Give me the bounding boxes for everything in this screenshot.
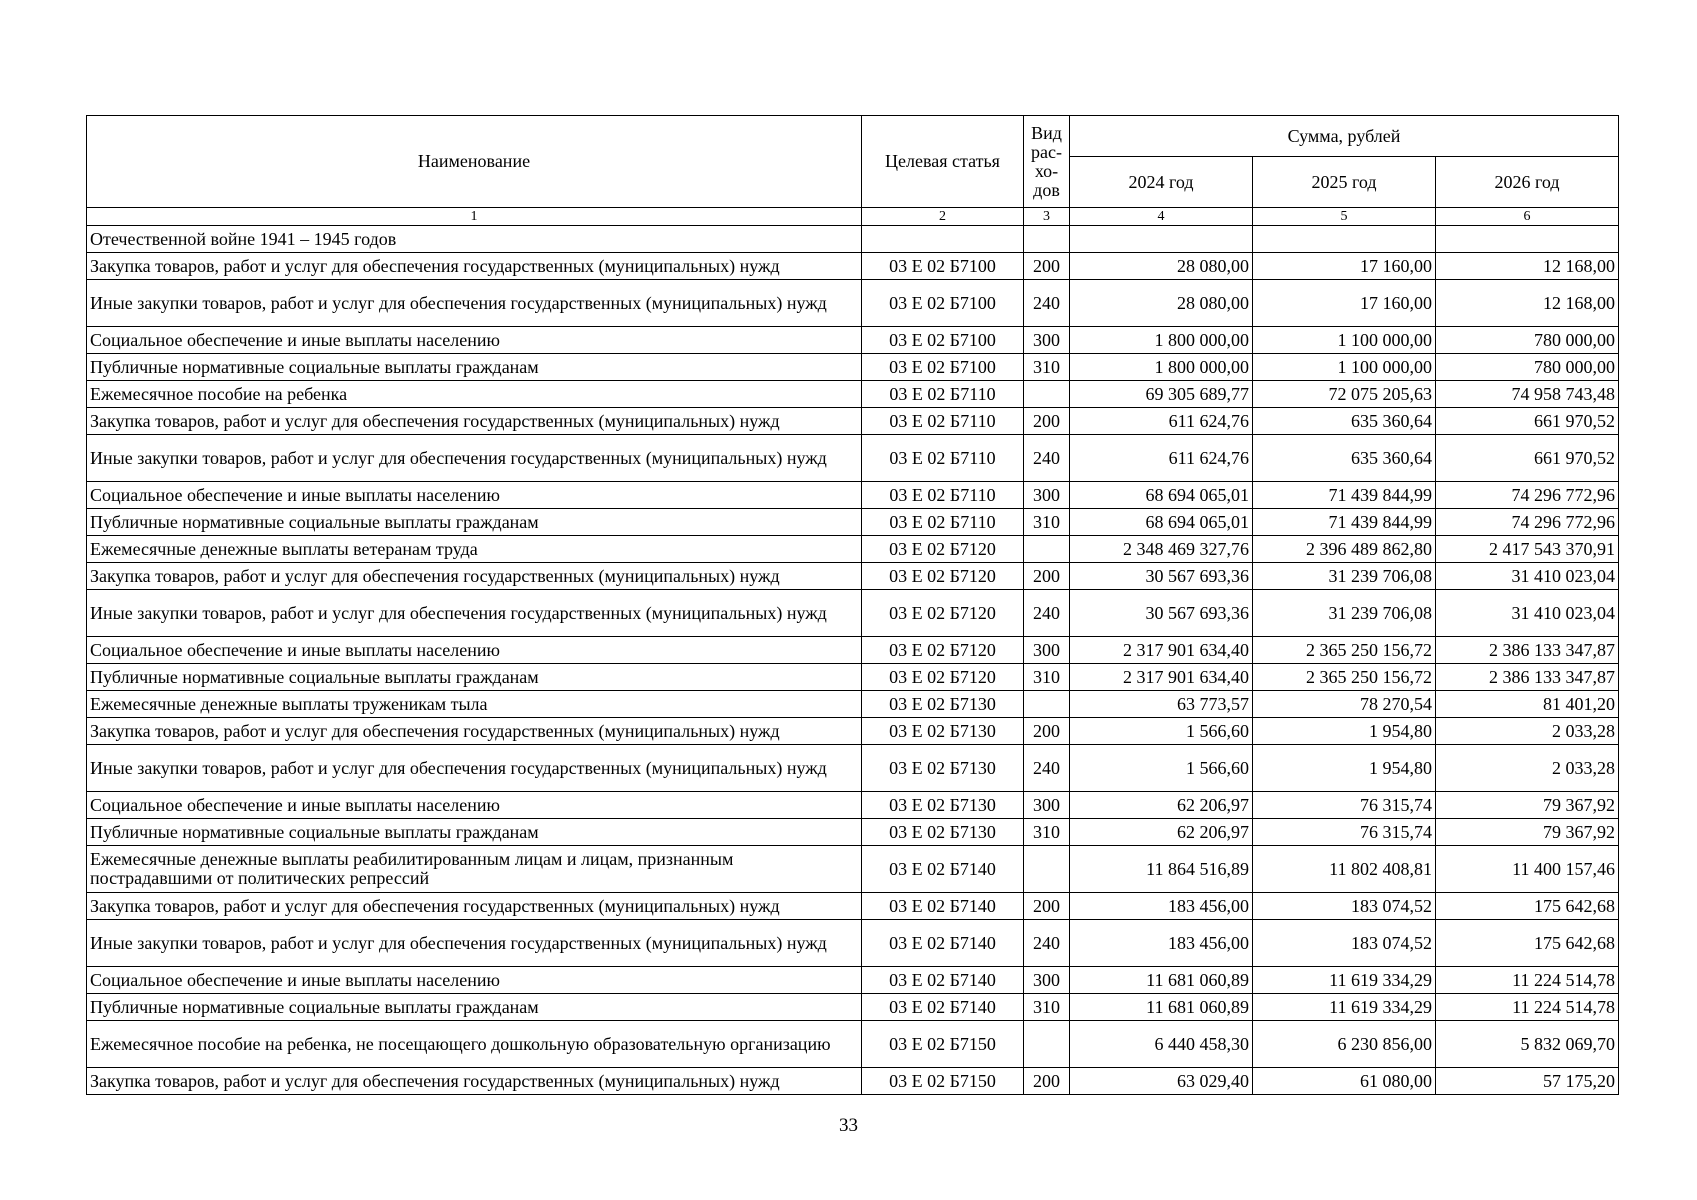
row-amount-2025-cell: 1 954,80 <box>1253 745 1436 792</box>
row-amount-2025-cell: 78 270,54 <box>1253 691 1436 718</box>
row-target-article-cell: 03 Е 02 Б7140 <box>862 994 1024 1021</box>
row-amount-2024-cell: 2 348 469 327,76 <box>1070 536 1253 563</box>
row-amount-2024-cell: 6 440 458,30 <box>1070 1021 1253 1068</box>
table-row <box>87 893 1619 920</box>
row-amount-2026-cell: 12 168,00 <box>1436 280 1619 327</box>
row-amount-2024-cell: 183 456,00 <box>1070 893 1253 920</box>
row-amount-2024-cell: 611 624,76 <box>1070 408 1253 435</box>
table-row <box>87 691 1619 718</box>
row-target-article-cell: 03 Е 02 Б7140 <box>862 920 1024 967</box>
row-target-article-cell: 03 Е 02 Б7100 <box>862 280 1024 327</box>
page-number: 33 <box>839 1115 858 1136</box>
row-target-article-cell: 03 Е 02 Б7100 <box>862 253 1024 280</box>
row-name-cell: Ежемесячное пособие на ребенка, не посещающего дошкольную образовательную организацию <box>87 1021 862 1068</box>
row-name-cell: Закупка товаров, работ и услуг для обеспечения государственных (муниципальных) нужд <box>87 253 862 280</box>
row-expense-type-cell: 200 <box>1024 893 1070 920</box>
row-amount-2024-cell: 63 773,57 <box>1070 691 1253 718</box>
row-name-cell: Закупка товаров, работ и услуг для обеспечения государственных (муниципальных) нужд <box>87 408 862 435</box>
column-number: 5 <box>1253 208 1436 226</box>
table-header <box>87 116 1619 226</box>
table-row <box>87 509 1619 536</box>
row-amount-2024-cell: 30 567 693,36 <box>1070 590 1253 637</box>
row-amount-2026-cell: 31 410 023,04 <box>1436 590 1619 637</box>
table-row <box>87 664 1619 691</box>
row-expense-type-cell <box>1024 536 1070 563</box>
row-name-cell: Социальное обеспечение и иные выплаты населению <box>87 327 862 354</box>
row-amount-2026-cell: 661 970,52 <box>1436 435 1619 482</box>
row-expense-type-cell <box>1024 381 1070 408</box>
column-number: 1 <box>87 208 862 226</box>
row-amount-2024-cell: 28 080,00 <box>1070 253 1253 280</box>
row-amount-2025-cell: 61 080,00 <box>1253 1068 1436 1095</box>
row-amount-2025-cell: 76 315,74 <box>1253 792 1436 819</box>
row-amount-2026-cell: 175 642,68 <box>1436 893 1619 920</box>
row-expense-type-cell: 300 <box>1024 327 1070 354</box>
row-amount-2026-cell: 780 000,00 <box>1436 354 1619 381</box>
row-amount-2024-cell: 30 567 693,36 <box>1070 563 1253 590</box>
row-amount-2024-cell: 1 566,60 <box>1070 718 1253 745</box>
header-year-2026: 2026 год <box>1436 157 1619 208</box>
row-amount-2026-cell: 11 400 157,46 <box>1436 846 1619 893</box>
row-expense-type-cell: 200 <box>1024 718 1070 745</box>
row-amount-2026-cell: 780 000,00 <box>1436 327 1619 354</box>
table-row <box>87 745 1619 792</box>
row-amount-2026-cell <box>1436 226 1619 253</box>
row-target-article-cell: 03 Е 02 Б7110 <box>862 482 1024 509</box>
row-amount-2025-cell: 183 074,52 <box>1253 920 1436 967</box>
row-amount-2025-cell: 71 439 844,99 <box>1253 509 1436 536</box>
row-expense-type-cell: 200 <box>1024 253 1070 280</box>
row-amount-2024-cell: 11 681 060,89 <box>1070 994 1253 1021</box>
row-target-article-cell: 03 Е 02 Б7130 <box>862 792 1024 819</box>
row-name-cell: Отечественной войне 1941 – 1945 годов <box>87 226 862 253</box>
row-amount-2025-cell: 76 315,74 <box>1253 819 1436 846</box>
row-target-article-cell: 03 Е 02 Б7150 <box>862 1021 1024 1068</box>
row-expense-type-cell: 200 <box>1024 1068 1070 1095</box>
row-name-cell: Публичные нормативные социальные выплаты гражданам <box>87 509 862 536</box>
row-target-article-cell: 03 Е 02 Б7120 <box>862 590 1024 637</box>
row-name-cell: Публичные нормативные социальные выплаты гражданам <box>87 994 862 1021</box>
table-row <box>87 381 1619 408</box>
column-number: 3 <box>1024 208 1070 226</box>
row-amount-2026-cell: 74 296 772,96 <box>1436 509 1619 536</box>
row-amount-2025-cell <box>1253 226 1436 253</box>
row-amount-2024-cell: 1 566,60 <box>1070 745 1253 792</box>
row-expense-type-cell <box>1024 226 1070 253</box>
row-name-cell: Ежемесячные денежные выплаты реабилитированным лицам и лицам, признанным пострадавшими от политических репрессий <box>87 846 862 893</box>
row-amount-2024-cell: 68 694 065,01 <box>1070 509 1253 536</box>
row-amount-2025-cell: 11 619 334,29 <box>1253 994 1436 1021</box>
row-amount-2025-cell: 1 100 000,00 <box>1253 327 1436 354</box>
row-name-cell: Иные закупки товаров, работ и услуг для обеспечения государственных (муниципальных) нужд <box>87 435 862 482</box>
row-target-article-cell: 03 Е 02 Б7110 <box>862 509 1024 536</box>
row-target-article-cell: 03 Е 02 Б7100 <box>862 327 1024 354</box>
header-year-2024: 2024 год <box>1070 157 1253 208</box>
row-amount-2025-cell: 6 230 856,00 <box>1253 1021 1436 1068</box>
row-amount-2026-cell: 2 417 543 370,91 <box>1436 536 1619 563</box>
row-amount-2026-cell: 11 224 514,78 <box>1436 967 1619 994</box>
row-amount-2025-cell: 11 802 408,81 <box>1253 846 1436 893</box>
row-name-cell: Закупка товаров, работ и услуг для обеспечения государственных (муниципальных) нужд <box>87 718 862 745</box>
row-amount-2025-cell: 31 239 706,08 <box>1253 563 1436 590</box>
row-target-article-cell: 03 Е 02 Б7130 <box>862 718 1024 745</box>
row-amount-2025-cell: 1 100 000,00 <box>1253 354 1436 381</box>
row-target-article-cell: 03 Е 02 Б7120 <box>862 563 1024 590</box>
header-name: Наименование <box>87 116 862 208</box>
row-amount-2025-cell: 17 160,00 <box>1253 253 1436 280</box>
row-amount-2024-cell: 183 456,00 <box>1070 920 1253 967</box>
row-amount-2026-cell: 74 296 772,96 <box>1436 482 1619 509</box>
row-amount-2026-cell: 5 832 069,70 <box>1436 1021 1619 1068</box>
row-name-cell: Иные закупки товаров, работ и услуг для обеспечения государственных (муниципальных) нужд <box>87 280 862 327</box>
row-expense-type-cell <box>1024 691 1070 718</box>
row-name-cell: Публичные нормативные социальные выплаты гражданам <box>87 819 862 846</box>
table-row <box>87 846 1619 893</box>
row-target-article-cell: 03 Е 02 Б7110 <box>862 435 1024 482</box>
row-name-cell: Иные закупки товаров, работ и услуг для обеспечения государственных (муниципальных) нужд <box>87 590 862 637</box>
row-name-cell: Социальное обеспечение и иные выплаты населению <box>87 792 862 819</box>
table-row <box>87 637 1619 664</box>
table-row <box>87 718 1619 745</box>
table-row <box>87 967 1619 994</box>
table-row <box>87 590 1619 637</box>
row-expense-type-cell: 200 <box>1024 408 1070 435</box>
table-row <box>87 253 1619 280</box>
row-target-article-cell: 03 Е 02 Б7120 <box>862 536 1024 563</box>
row-name-cell: Закупка товаров, работ и услуг для обеспечения государственных (муниципальных) нужд <box>87 563 862 590</box>
row-amount-2025-cell: 635 360,64 <box>1253 435 1436 482</box>
row-amount-2026-cell: 175 642,68 <box>1436 920 1619 967</box>
row-amount-2024-cell: 63 029,40 <box>1070 1068 1253 1095</box>
row-amount-2025-cell: 2 365 250 156,72 <box>1253 664 1436 691</box>
table-row <box>87 920 1619 967</box>
row-amount-2026-cell: 31 410 023,04 <box>1436 563 1619 590</box>
row-amount-2024-cell: 28 080,00 <box>1070 280 1253 327</box>
row-target-article-cell: 03 Е 02 Б7120 <box>862 637 1024 664</box>
row-amount-2024-cell: 1 800 000,00 <box>1070 327 1253 354</box>
row-amount-2024-cell: 11 864 516,89 <box>1070 846 1253 893</box>
row-name-cell: Публичные нормативные социальные выплаты гражданам <box>87 664 862 691</box>
row-name-cell: Иные закупки товаров, работ и услуг для обеспечения государственных (муниципальных) нужд <box>87 745 862 792</box>
row-target-article-cell: 03 Е 02 Б7150 <box>862 1068 1024 1095</box>
column-number: 2 <box>862 208 1024 226</box>
row-amount-2024-cell: 69 305 689,77 <box>1070 381 1253 408</box>
row-name-cell: Иные закупки товаров, работ и услуг для обеспечения государственных (муниципальных) нужд <box>87 920 862 967</box>
table-row <box>87 792 1619 819</box>
row-expense-type-cell: 240 <box>1024 435 1070 482</box>
table-row <box>87 994 1619 1021</box>
row-target-article-cell: 03 Е 02 Б7130 <box>862 745 1024 792</box>
row-amount-2025-cell: 72 075 205,63 <box>1253 381 1436 408</box>
row-name-cell: Ежемесячные денежные выплаты труженикам тыла <box>87 691 862 718</box>
table-row <box>87 280 1619 327</box>
row-amount-2026-cell: 57 175,20 <box>1436 1068 1619 1095</box>
row-target-article-cell: 03 Е 02 Б7140 <box>862 967 1024 994</box>
row-amount-2026-cell: 81 401,20 <box>1436 691 1619 718</box>
table-row <box>87 1068 1619 1095</box>
row-amount-2024-cell: 2 317 901 634,40 <box>1070 664 1253 691</box>
row-name-cell: Ежемесячное пособие на ребенка <box>87 381 862 408</box>
row-amount-2024-cell: 2 317 901 634,40 <box>1070 637 1253 664</box>
row-name-cell: Закупка товаров, работ и услуг для обеспечения государственных (муниципальных) нужд <box>87 1068 862 1095</box>
table-row <box>87 563 1619 590</box>
row-amount-2024-cell: 68 694 065,01 <box>1070 482 1253 509</box>
header-expense-type: Вид рас-хо-дов <box>1024 116 1070 208</box>
row-expense-type-cell: 200 <box>1024 563 1070 590</box>
row-expense-type-cell: 310 <box>1024 994 1070 1021</box>
row-name-cell: Публичные нормативные социальные выплаты гражданам <box>87 354 862 381</box>
table-row <box>87 435 1619 482</box>
table-row <box>87 408 1619 435</box>
table-row <box>87 819 1619 846</box>
row-amount-2026-cell: 2 033,28 <box>1436 718 1619 745</box>
row-expense-type-cell: 310 <box>1024 664 1070 691</box>
row-name-cell: Социальное обеспечение и иные выплаты населению <box>87 637 862 664</box>
row-name-cell: Социальное обеспечение и иные выплаты населению <box>87 482 862 509</box>
row-expense-type-cell: 300 <box>1024 637 1070 664</box>
row-amount-2024-cell: 62 206,97 <box>1070 819 1253 846</box>
row-amount-2025-cell: 1 954,80 <box>1253 718 1436 745</box>
row-expense-type-cell: 310 <box>1024 509 1070 536</box>
row-target-article-cell: 03 Е 02 Б7140 <box>862 893 1024 920</box>
header-target-article: Целевая статья <box>862 116 1024 208</box>
budget-table <box>86 115 1619 1095</box>
column-number: 6 <box>1436 208 1619 226</box>
table-row <box>87 1021 1619 1068</box>
header-year-2025: 2025 год <box>1253 157 1436 208</box>
row-target-article-cell: 03 Е 02 Б7110 <box>862 381 1024 408</box>
row-expense-type-cell <box>1024 846 1070 893</box>
row-amount-2025-cell: 17 160,00 <box>1253 280 1436 327</box>
row-amount-2025-cell: 71 439 844,99 <box>1253 482 1436 509</box>
row-amount-2026-cell: 2 386 133 347,87 <box>1436 637 1619 664</box>
row-target-article-cell <box>862 226 1024 253</box>
row-target-article-cell: 03 Е 02 Б7130 <box>862 819 1024 846</box>
row-name-cell: Закупка товаров, работ и услуг для обеспечения государственных (муниципальных) нужд <box>87 893 862 920</box>
table-row <box>87 354 1619 381</box>
table-body <box>87 226 1619 1095</box>
row-target-article-cell: 03 Е 02 Б7110 <box>862 408 1024 435</box>
row-target-article-cell: 03 Е 02 Б7120 <box>862 664 1024 691</box>
row-amount-2025-cell: 2 365 250 156,72 <box>1253 637 1436 664</box>
row-expense-type-cell: 300 <box>1024 967 1070 994</box>
table-row <box>87 536 1619 563</box>
row-target-article-cell: 03 Е 02 Б7130 <box>862 691 1024 718</box>
row-amount-2025-cell: 183 074,52 <box>1253 893 1436 920</box>
row-expense-type-cell: 240 <box>1024 590 1070 637</box>
row-name-cell: Социальное обеспечение и иные выплаты населению <box>87 967 862 994</box>
row-amount-2024-cell: 611 624,76 <box>1070 435 1253 482</box>
row-expense-type-cell <box>1024 1021 1070 1068</box>
row-amount-2025-cell: 2 396 489 862,80 <box>1253 536 1436 563</box>
row-expense-type-cell: 240 <box>1024 745 1070 792</box>
row-expense-type-cell: 310 <box>1024 354 1070 381</box>
row-amount-2026-cell: 661 970,52 <box>1436 408 1619 435</box>
table-row <box>87 482 1619 509</box>
row-amount-2026-cell: 79 367,92 <box>1436 792 1619 819</box>
column-number: 4 <box>1070 208 1253 226</box>
row-amount-2026-cell: 79 367,92 <box>1436 819 1619 846</box>
row-amount-2026-cell: 2 386 133 347,87 <box>1436 664 1619 691</box>
row-amount-2025-cell: 11 619 334,29 <box>1253 967 1436 994</box>
row-expense-type-cell: 240 <box>1024 280 1070 327</box>
row-amount-2026-cell: 74 958 743,48 <box>1436 381 1619 408</box>
table-row <box>87 226 1619 253</box>
table-row <box>87 327 1619 354</box>
row-amount-2024-cell: 62 206,97 <box>1070 792 1253 819</box>
row-target-article-cell: 03 Е 02 Б7100 <box>862 354 1024 381</box>
row-amount-2024-cell: 1 800 000,00 <box>1070 354 1253 381</box>
row-amount-2025-cell: 635 360,64 <box>1253 408 1436 435</box>
row-name-cell: Ежемесячные денежные выплаты ветеранам труда <box>87 536 862 563</box>
row-amount-2024-cell <box>1070 226 1253 253</box>
row-expense-type-cell: 300 <box>1024 482 1070 509</box>
row-amount-2026-cell: 2 033,28 <box>1436 745 1619 792</box>
row-target-article-cell: 03 Е 02 Б7140 <box>862 846 1024 893</box>
row-amount-2025-cell: 31 239 706,08 <box>1253 590 1436 637</box>
row-amount-2026-cell: 11 224 514,78 <box>1436 994 1619 1021</box>
row-amount-2026-cell: 12 168,00 <box>1436 253 1619 280</box>
row-expense-type-cell: 240 <box>1024 920 1070 967</box>
header-sum: Сумма, рублей <box>1070 116 1619 157</box>
row-expense-type-cell: 310 <box>1024 819 1070 846</box>
row-expense-type-cell: 300 <box>1024 792 1070 819</box>
row-amount-2024-cell: 11 681 060,89 <box>1070 967 1253 994</box>
